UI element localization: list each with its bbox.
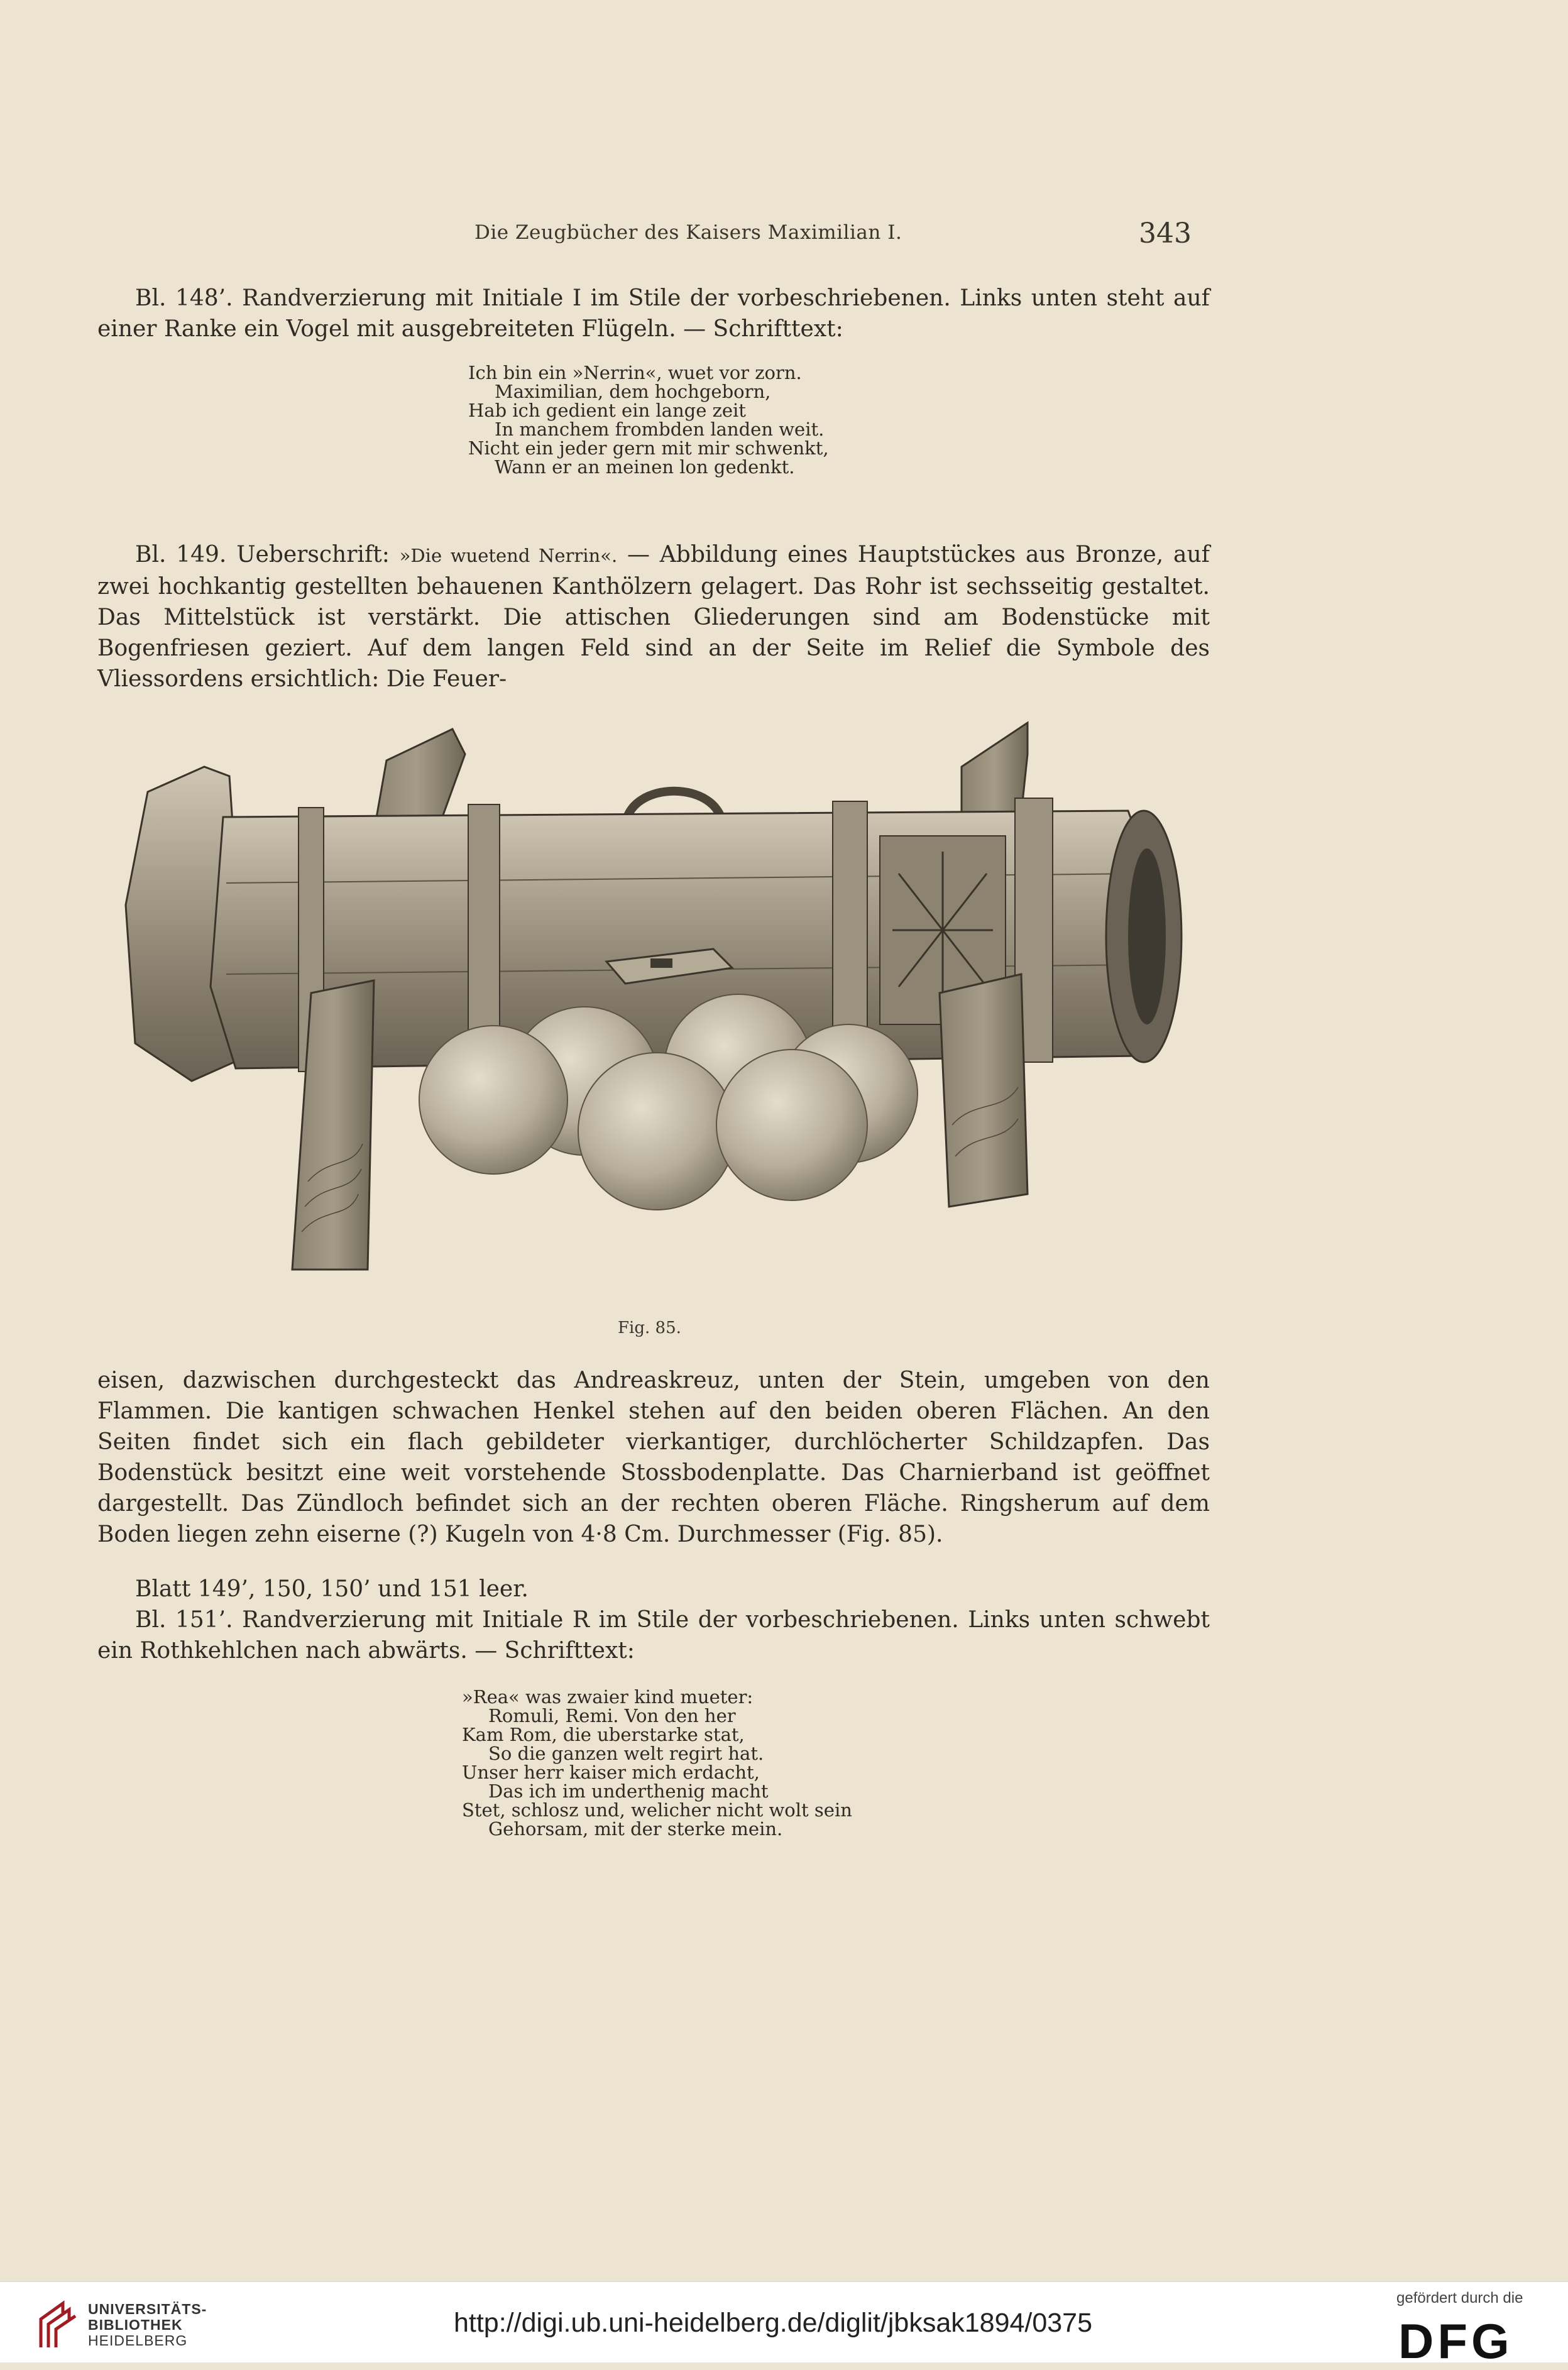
verse-line: Romuli, Remi. Von den her [488, 1705, 736, 1726]
paragraph-bl148 [97, 283, 1210, 344]
university-library-logo-icon [35, 2300, 79, 2351]
library-line: UNIVERSITÄTS- [88, 2301, 207, 2317]
university-library-name [88, 2301, 207, 2349]
verse-line: Unser herr kaiser mich erdacht, [462, 1762, 760, 1783]
paragraph-text: — Abbildung eines Hauptstückes aus Bronze, auf zwei hochkantig gestellten behauenen Kanthölzern gelagert. Das Rohr ist sechsseitig gestaltet. Das Mittelstück ist verstärkt. Die attischen Gliederungen sind am Bodenstücke mit Bogenfriesen geziert. Auf dem langen Feld sind an der Seite im Relief die Symbole des Vliessordens ersichtlich: Die Feuer- [97, 542, 1210, 692]
dfg-logo: DFG [1398, 2313, 1513, 2369]
verse-nerrin [468, 363, 829, 476]
verse-line: So die ganzen welt regirt hat. [488, 1743, 764, 1764]
library-line: BIBLIOTHEK [88, 2317, 183, 2333]
verse-line: Kam Rom, die uberstarke stat, [462, 1724, 745, 1745]
page-number: 343 [1139, 217, 1192, 250]
verse-rea [462, 1687, 852, 1838]
verse-line: Gehorsam, mit der sterke mein. [488, 1818, 783, 1840]
paragraph-text: Blatt 149’, 150, 150’ und 151 leer. [135, 1576, 529, 1602]
verse-line: Wann er an meinen lon gedenkt. [495, 456, 795, 478]
cannon-illustration [110, 716, 1216, 1320]
verse-line: Ich bin ein »Nerrin«, wuet vor zorn. [468, 362, 802, 383]
running-title: Die Zeugbücher des Kaisers Maximilian I. [474, 221, 902, 244]
paragraph-blatt [97, 1574, 1210, 1605]
verse-line: Stet, schlosz und, welicher nicht wolt sein [462, 1799, 852, 1821]
quoted-heading: »Die wuetend Nerrin«. [399, 545, 618, 566]
paragraph-bl149 [97, 539, 1210, 694]
verse-line: Nicht ein jeder gern mit mir schwenkt, [468, 437, 829, 459]
verse-line: Maximilian, dem hochgeborn, [495, 381, 771, 402]
paragraph-bl151 [97, 1605, 1210, 1666]
paragraph-lead: Bl. 149. Ueberschrift: [135, 542, 400, 568]
verse-line: Hab ich gedient ein lange zeit [468, 400, 746, 421]
funding-note: gefördert durch die [1396, 2290, 1523, 2307]
paragraph-description [97, 1365, 1210, 1550]
verse-line: In manchem frombden landen weit. [495, 419, 825, 440]
library-line: HEIDELBERG [88, 2332, 188, 2349]
figure-caption: Fig. 85. [618, 1319, 681, 1337]
permalink-url[interactable]: http://digi.ub.uni-heidelberg.de/diglit/jbksak1894/0375 [454, 2308, 1093, 2338]
verse-line: »Rea« was zwaier kind mueter: [462, 1686, 754, 1708]
paragraph-text: Bl. 151’. Randverzierung mit Initiale R im Stile der vorbeschriebenen. Links unten schwebt ein Rothkehlchen nach abwärts. — Schrifttext: [97, 1607, 1210, 1664]
paragraph-text: Bl. 148’. Randverzierung mit Initiale I im Stile der vorbeschriebenen. Links unten steht auf einer Ranke ein Vogel mit ausgebreiteten Flügeln. — Schrifttext: [97, 285, 1210, 342]
paragraph-text: eisen, dazwischen durchgesteckt das Andreaskreuz, unten der Stein, umgeben von den Flammen. Die kantigen schwachen Henkel stehen auf den beiden oberen Flächen. An den Seiten findet sich ein flach gebildeter vierkantiger, durchlöcherter Schildzapfen. Das Bodenstück besitzt eine weit vorstehende Stossbodenplatte. Das Charnierband ist geöffnet dargestellt. Das Zündloch befindet sich an der rechten oberen Fläche. Ringsherum auf dem Boden liegen zehn eiserne (?) Kugeln von 4·8 Cm. Durchmesser (Fig. 85). [97, 1368, 1210, 1547]
verse-line: Das ich im underthenig macht [488, 1780, 769, 1802]
